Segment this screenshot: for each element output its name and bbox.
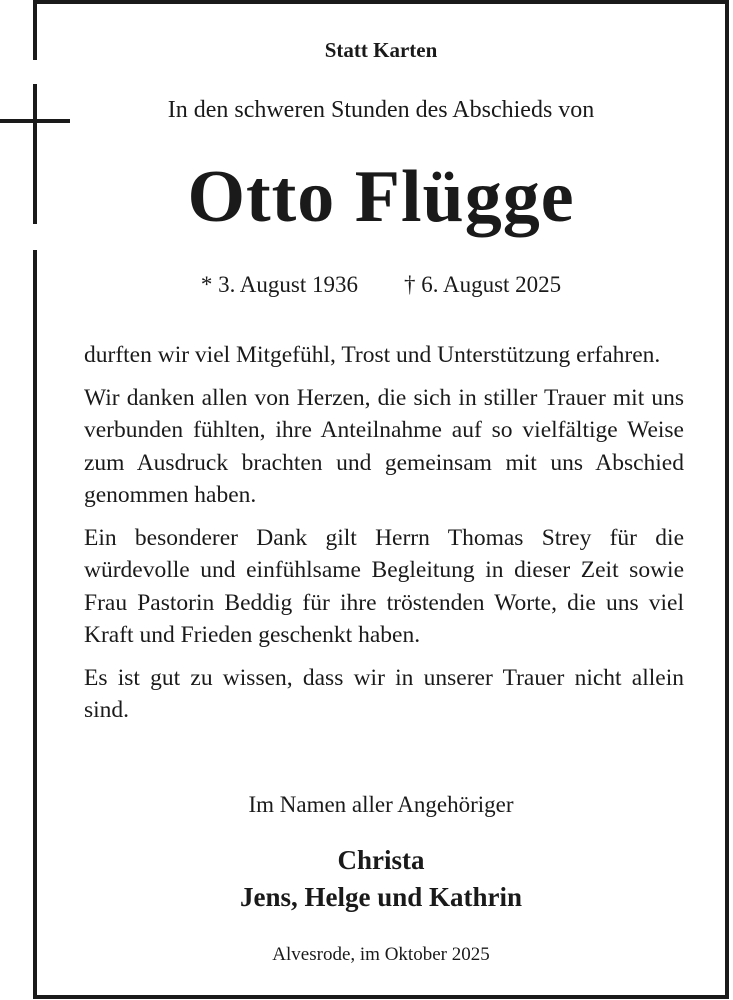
signature-names [37, 842, 725, 916]
death-date: † 6. August 2025 [404, 272, 562, 297]
signature-name-2: Jens, Helge und Kathrin [239, 882, 523, 912]
paragraph-3: Ein besonderer Dank gilt Herrn Thomas Strey für die würdevolle und einfühlsame Begleitung in dieser Zeit sowie Frau Pastorin Beddig für ihre tröstenden Worte, die uns viel Kraft und Frieden geschenkt haben. [84, 524, 684, 648]
paragraph-1: durften wir viel Mitgefühl, Trost und Unterstützung erfahren. [84, 342, 661, 368]
statt-karten-heading: Statt Karten [324, 38, 438, 62]
deceased-name: Otto Flügge [187, 156, 575, 238]
signature-name-1: Christa [337, 845, 425, 875]
paragraph-4: Es ist gut zu wissen, dass wir in unserer Trauer nicht allein sind. [84, 664, 684, 723]
thank-you-text [84, 339, 684, 737]
signature-intro: Im Namen aller Angehöriger [248, 792, 514, 817]
paragraph-2: Wir danken allen von Herzen, die sich in stiller Trauer mit uns verbunden fühlten, ihre Anteilnahme auf so vielfältige Weise zum Ausdruck brachten und gemeinsam mit uns Abschied genommen haben. [84, 384, 684, 508]
frame-bottom-border [33, 995, 729, 999]
place-and-date: Alvesrode, im Oktober 2025 [272, 944, 490, 965]
life-dates [37, 272, 725, 298]
frame-right-border [725, 0, 729, 999]
intro-line: In den schweren Stunden des Abschieds von [167, 97, 595, 123]
frame-top-border [33, 0, 729, 4]
birth-date: * 3. August 1936 [200, 272, 358, 297]
